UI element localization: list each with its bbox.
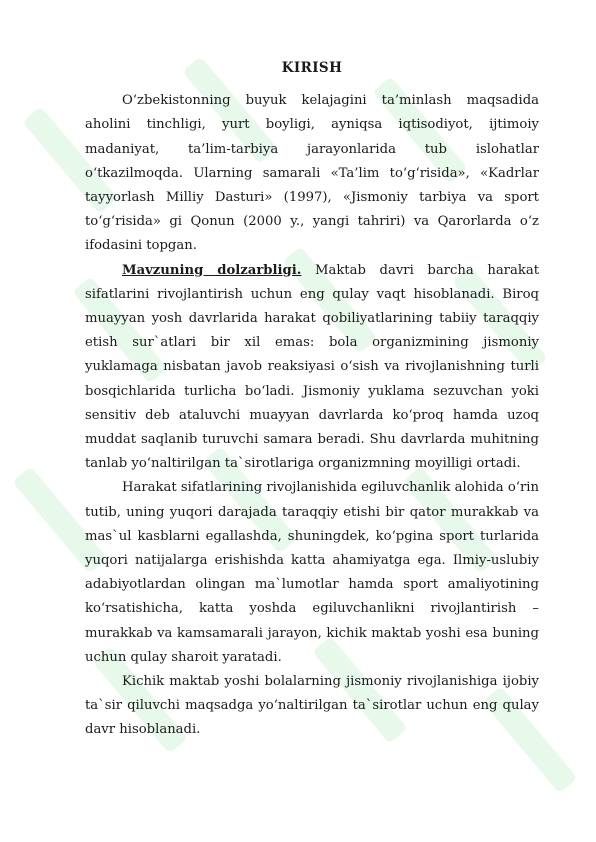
- paragraph-intro: O‘zbekistonning buyuk kelajagini ta’minlash maqsadida aholini tinchligi, yurt boyligi, ayniqsa iqtisodiyot, ijtimoiy madaniyat, ta’lim-tarbiya jarayonlarida tub islohatlar o‘tkazilmoqda. Ularning samarali «Ta’lim to‘g‘risida», «Kadrlar tayyorlash Milliy Dasturi» (1997), «Jismoniy tarbiya va sport to‘g‘risida» gi Qonun (2000 y., yangi tahriri) va Qarorlarda o‘z ifodasini topgan.: [85, 93, 539, 254]
- document-page: [85, 56, 539, 743]
- paragraph-relevance-text: Maktab davri barcha harakat sifatlarini rivojlantirish uchun eng qulay vaqt hisoblanadi. Biroq muayyan yosh davrlarida harakat qobiliyatlarining tabiiy taraqqiy etish sur`atlari bir xil emas: bola organizmining jismoniy yuklamaga nisbatan javob reaksiyasi o‘sish va rivojlanishning turli bosqichlarida turlicha bo‘ladi. Jismoniy yuklama sezuvchan yoki sensitiv deb ataluvchi muayyan davrlarda ko‘proq hamda uzoq muddat saqlanib turuvchi samara beradi. Shu davrlarda muhitning tanlab yo‘naltirilgan ta`sirotlariga organizmning moyilligi ortadi.: [85, 262, 539, 472]
- page-title: KIRISH: [281, 60, 343, 76]
- paragraph-school-age: Kichik maktab yoshi bolalarning jismoniy rivojlanishiga ijobiy ta`sir qiluvchi maqsadga yo‘naltirilgan ta`sirotlar uchun eng qulay davr hisoblanadi.: [85, 674, 539, 738]
- paragraph-relevance: [85, 259, 539, 477]
- section-heading-relevance: Mavzuning dolzarbligi.: [122, 262, 302, 278]
- paragraph-flexibility: Harakat sifatlarining rivojlanishida egiluvchanlik alohida o‘rin tutib, uning yuqori darajada taraqqiy etishi bir qator murakkab va mas`ul kasblarni egallashda, shuningdek, ko‘pgina sport turlarida yuqori natijalarga erishishda katta ahamiyatga ega. Ilmiy-uslubiy adabiyotlardan olingan ma`lumotlar hamda sport amaliyotining ko‘rsatishicha, katta yoshda egiluvchanlikni rivojlantirish – murakkab va kamsamarali jarayon, kichik maktab yoshi esa buning uchun qulay sharoit yaratadi.: [85, 480, 539, 665]
